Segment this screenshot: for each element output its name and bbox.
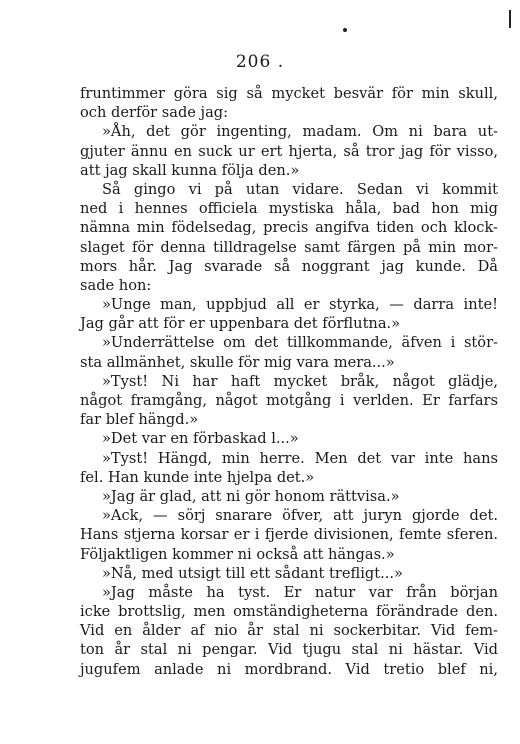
page-number: 206 . bbox=[235, 52, 285, 72]
text-line: sta allmänhet, skulle för mig vara mera...» bbox=[80, 353, 395, 371]
margin-mark bbox=[509, 10, 511, 28]
text-line: nämna min födelsedag, precis angifva tiden och klock- bbox=[80, 219, 498, 237]
body-text bbox=[80, 84, 498, 679]
text-line: »Nå, med utsigt till ett sådant trefligt...» bbox=[102, 564, 403, 582]
text-line: Vid en ålder af nio år stal ni sockerbitar. Vid fem- bbox=[80, 622, 498, 640]
text-line: Jag går att för er uppenbara det förflutna.» bbox=[80, 315, 401, 333]
text-line: »Tyst! Ni har haft mycket bråk, något glädje, bbox=[102, 372, 498, 390]
text-line: ton år stal ni pengar. Vid tjugu stal ni hästar. Vid bbox=[80, 641, 498, 659]
text-line: »Jag måste ha tyst. Er natur var från början bbox=[102, 583, 498, 601]
text-line: jugufem anlade ni mordbrand. Vid tretio blef ni, bbox=[80, 660, 498, 678]
text-line: slaget för denna tilldragelse samt färgen på min mor- bbox=[80, 238, 498, 256]
text-line: något framgång, något motgång i verlden. Er farfars bbox=[80, 392, 498, 409]
text-line: och derför sade jag: bbox=[80, 104, 229, 122]
text-line: fel. Han kunde inte hjelpa det.» bbox=[80, 468, 315, 486]
text-line: Så gingo vi på utan vidare. Sedan vi kommit bbox=[102, 180, 498, 198]
text-line: att jag skall kunna följa den.» bbox=[80, 161, 300, 179]
text-line: »Underrättelse om det tillkommande, äfven i stör- bbox=[102, 334, 498, 352]
text-line: Följaktligen kommer ni också att hängas.» bbox=[80, 545, 395, 563]
text-line: Hans stjerna korsar er i fjerde divisionen, femte sferen. bbox=[80, 526, 498, 544]
ink-speck bbox=[343, 28, 347, 32]
text-line: »Tyst! Hängd, min herre. Men det var inte hans bbox=[102, 449, 498, 467]
text-line: »Jag är glad, att ni gör honom rättvisa.» bbox=[102, 487, 400, 505]
text-line: »Ack, — sörj snarare öfver, att juryn gjorde det. bbox=[102, 507, 498, 525]
text-line: ned i hennes officiela mystiska håla, bad hon mig bbox=[80, 200, 498, 218]
text-line: gjuter ännu en suck ur ert hjerta, så tror jag för visso, bbox=[80, 142, 498, 160]
text-line: mors hår. Jag svarade så noggrant jag kunde. Då bbox=[80, 257, 498, 275]
text-line: far blef hängd.» bbox=[80, 411, 199, 429]
text-line: »Det var en förbaskad l...» bbox=[102, 430, 299, 448]
text-line: fruntimmer göra sig så mycket besvär för min skull, bbox=[80, 85, 498, 102]
text-line: icke brottslig, men omständigheterna förändrade den. bbox=[80, 603, 498, 621]
text-line: sade hon: bbox=[80, 276, 152, 294]
text-line: »Unge man, uppbjud all er styrka, — darra inte! bbox=[102, 296, 498, 314]
text-line: »Åh, det gör ingenting, madam. Om ni bara ut- bbox=[102, 123, 498, 141]
